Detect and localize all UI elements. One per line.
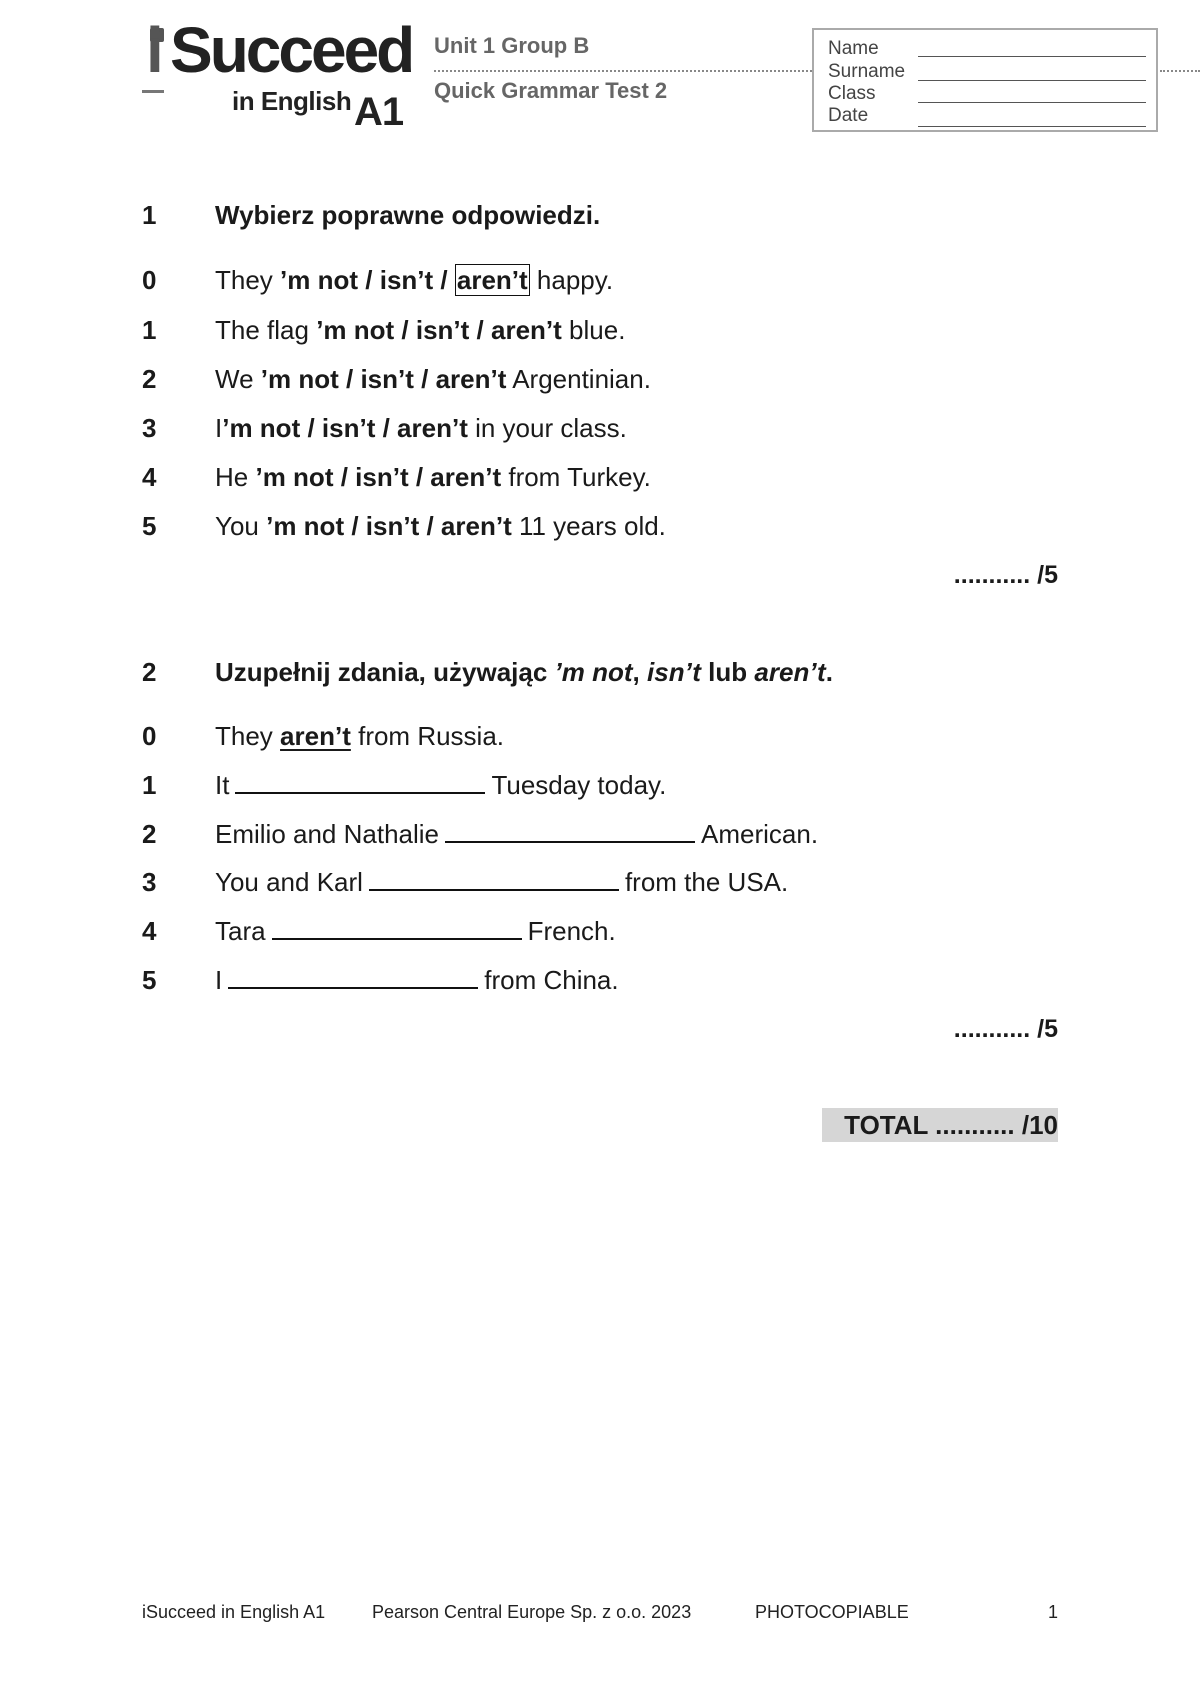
logo-letter-i: i — [146, 14, 162, 86]
instruction-form-arent: aren’t — [754, 657, 826, 687]
total-score: TOTAL ........... /10 — [844, 1110, 1058, 1140]
sentence-start: It — [215, 770, 230, 800]
question-text: You — [215, 511, 259, 541]
option-m-not[interactable]: ’m not / — [280, 265, 373, 295]
answer-blank[interactable] — [369, 867, 619, 891]
instruction-form-isnt: isn’t — [647, 657, 701, 687]
section-1-number: 1 — [142, 200, 157, 230]
surname-label: Surname — [828, 61, 906, 82]
sentence-start: You and Karl — [215, 867, 363, 897]
item-number: 1 — [142, 770, 157, 800]
footer-photocopiable: PHOTOCOPIABLE — [755, 1602, 909, 1622]
option-m-not[interactable]: ’m not / — [316, 315, 409, 345]
question-text-end: blue. — [569, 315, 626, 345]
question-text-end: in your class. — [475, 413, 627, 443]
instruction-lub: lub — [708, 657, 748, 687]
test-title: Quick Grammar Test 2 — [434, 78, 668, 103]
answer-blank[interactable] — [272, 916, 522, 940]
sentence-start: Emilio and Nathalie — [215, 819, 440, 849]
option-arent[interactable]: aren’t — [435, 364, 507, 394]
sentence-end: Tuesday today. — [491, 770, 667, 800]
question-2-4 — [215, 916, 616, 947]
item-number: 5 — [142, 511, 157, 541]
option-isnt[interactable]: isn’t / — [360, 364, 429, 394]
section-1-instruction: Wybierz poprawne odpowiedzi. — [215, 200, 601, 230]
item-number: 4 — [142, 916, 157, 946]
answer-blank[interactable] — [235, 770, 485, 794]
question-2-5 — [215, 965, 619, 996]
section-2-number: 2 — [142, 657, 157, 687]
question-2-1 — [215, 770, 666, 801]
question-text: I — [215, 413, 223, 443]
question-text-end: happy. — [536, 265, 614, 295]
logo-level: A1 — [354, 90, 404, 134]
section-2-score: ........... /5 — [953, 1015, 1058, 1043]
item-number: 1 — [142, 315, 157, 345]
example-answer: aren’t — [280, 721, 351, 751]
question-2-2 — [215, 819, 818, 850]
class-field[interactable] — [918, 102, 1146, 103]
question-text: He — [215, 462, 249, 492]
answer-blank[interactable] — [228, 965, 478, 989]
sentence-start: I — [215, 965, 223, 995]
instruction-text: Uzupełnij zdania, używając — [215, 657, 548, 687]
question-1-5 — [215, 511, 666, 542]
footer-page-number: 1 — [1048, 1602, 1059, 1622]
sentence-end: American. — [701, 819, 819, 849]
answer-blank[interactable] — [445, 819, 695, 843]
question-text-end: from Turkey. — [508, 462, 651, 492]
example-sentence — [215, 721, 504, 752]
name-field[interactable] — [918, 56, 1146, 57]
question-text: The flag — [215, 315, 309, 345]
option-m-not[interactable]: ’m not / — [266, 511, 359, 541]
instruction-comma: , — [632, 657, 640, 687]
question-1-0 — [215, 265, 613, 296]
sentence-end: from Russia. — [358, 721, 505, 751]
sentence-start: They — [215, 721, 273, 751]
section-1-score: ........... /5 — [953, 561, 1058, 589]
option-arent[interactable]: aren’t — [440, 511, 512, 541]
header-dotted-rule-end — [1160, 70, 1200, 72]
option-isnt[interactable]: isn’t / — [321, 413, 390, 443]
option-arent-selected[interactable]: aren’t — [456, 265, 528, 295]
date-field[interactable] — [918, 126, 1146, 127]
option-m-not[interactable]: ’m not / — [222, 413, 315, 443]
question-text: They — [215, 265, 273, 295]
date-label: Date — [828, 105, 869, 126]
question-text-end: 11 years old. — [518, 511, 666, 541]
unit-label: Unit 1 Group B — [434, 33, 590, 58]
footer-book-title: iSucceed in English A1 — [142, 1602, 326, 1622]
footer-publisher: Pearson Central Europe Sp. z o.o. 2023 — [372, 1602, 692, 1622]
item-number: 0 — [142, 721, 157, 751]
question-1-1 — [215, 315, 625, 346]
option-m-not[interactable]: ’m not / — [255, 462, 348, 492]
option-isnt[interactable]: isn’t / — [355, 462, 424, 492]
option-isnt[interactable]: isn’t / — [365, 511, 434, 541]
option-arent[interactable]: aren’t — [397, 413, 468, 443]
item-number: 0 — [142, 265, 157, 295]
option-isnt[interactable]: isn’t / — [415, 315, 484, 345]
sentence-end: French. — [527, 916, 616, 946]
question-1-3 — [215, 413, 627, 444]
section-2-instruction — [215, 657, 833, 688]
question-text-end: Argentinian. — [512, 364, 651, 394]
name-label: Name — [828, 38, 879, 59]
logo-wordmark: Succeed — [170, 14, 413, 86]
logo-swoosh — [142, 90, 164, 93]
option-isnt[interactable]: isn’t / — [379, 265, 448, 295]
item-number: 2 — [142, 364, 157, 394]
question-1-4 — [215, 462, 651, 493]
logo-subtitle: in English — [232, 86, 352, 116]
question-1-2 — [215, 364, 651, 395]
sentence-start: Tara — [215, 916, 266, 946]
surname-field[interactable] — [918, 80, 1146, 81]
item-number: 2 — [142, 819, 157, 849]
item-number: 4 — [142, 462, 157, 492]
item-number: 5 — [142, 965, 157, 995]
header-dotted-rule — [434, 70, 812, 72]
question-2-3 — [215, 867, 788, 898]
item-number: 3 — [142, 413, 157, 443]
class-label: Class — [828, 83, 876, 104]
student-id-box — [812, 28, 1158, 132]
sentence-end: from the USA. — [624, 867, 789, 897]
instruction-period: . — [825, 657, 833, 687]
item-number: 3 — [142, 867, 157, 897]
option-arent[interactable]: aren’t — [491, 315, 562, 345]
sentence-end: from China. — [484, 965, 619, 995]
instruction-form-m-not: ’m not — [554, 657, 633, 687]
question-text: We — [215, 364, 254, 394]
option-arent[interactable]: aren’t — [430, 462, 502, 492]
option-m-not[interactable]: ’m not / — [260, 364, 354, 394]
